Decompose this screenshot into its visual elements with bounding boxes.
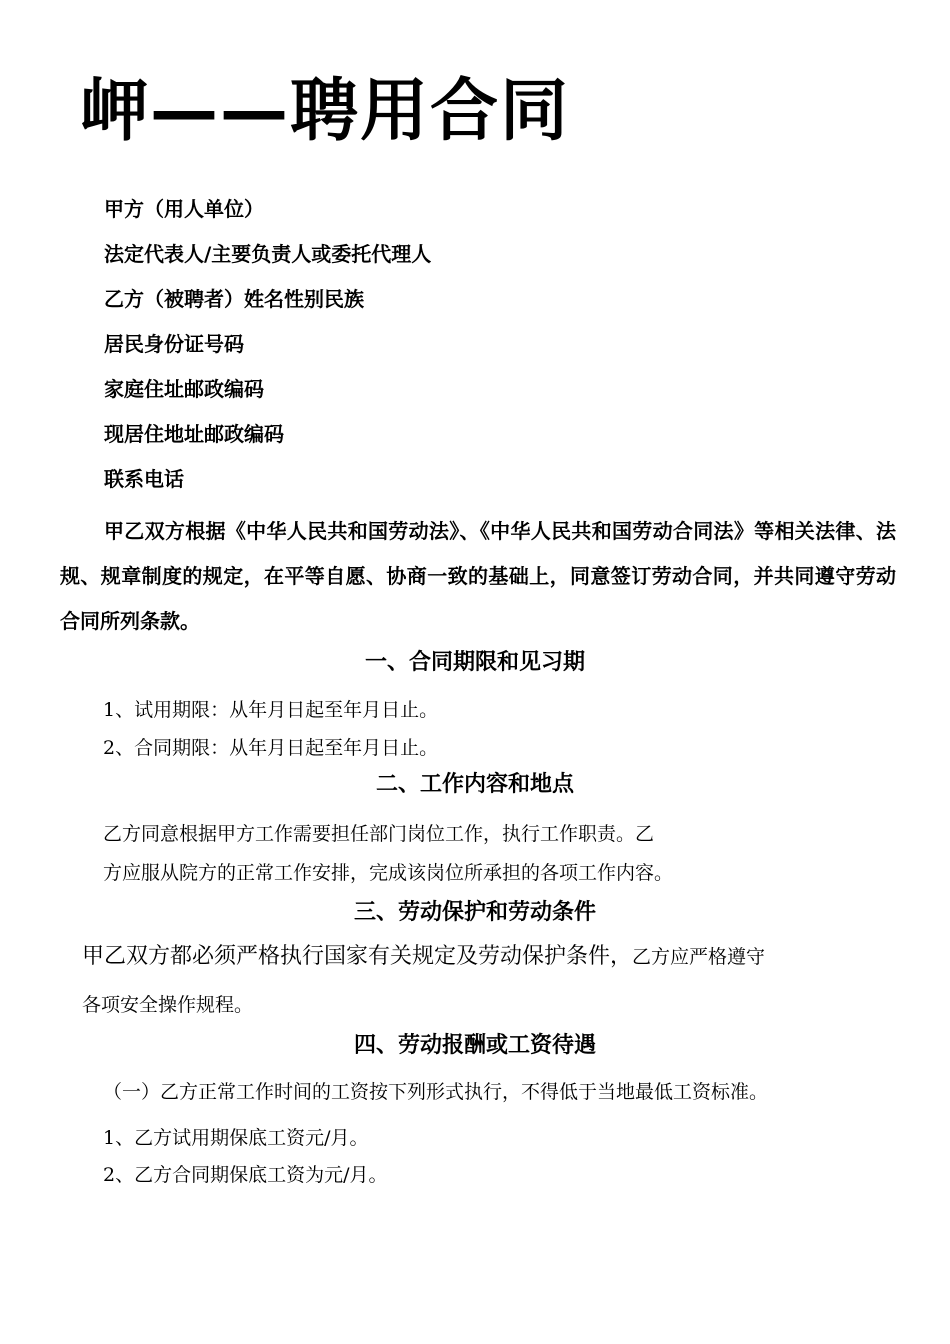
protection-line-2: 各项安全操作规程。 xyxy=(82,994,254,1016)
page-title: 岬——聘用合同 xyxy=(80,72,571,151)
field-legal-representative: 法定代表人/主要负责人或委托代理人 xyxy=(104,242,432,266)
pay-line-probation: 1、乙方试用期保底工资元/月。 xyxy=(103,1127,369,1149)
protection-line-1-main: 甲乙双方都必须严格执行国家有关规定及劳动保护条件， xyxy=(82,944,633,969)
intro-paragraph: 甲乙双方根据《中华人民共和国劳动法》、《中华人民共和国劳动合同法》等相关法律、法规、规章制度的规定，在平等自愿、协商一致的基础上，同意签订劳动合同，并共同遵守劳动合同所列条款。 xyxy=(60,519,896,633)
protection-line-1 xyxy=(82,946,765,968)
work-line-1: 乙方同意根据甲方工作需要担任部门岗位工作，执行工作职责。乙 xyxy=(103,823,655,845)
field-id-number: 居民身份证号码 xyxy=(104,332,244,356)
term-line-probation: 1、试用期限：从年月日起至年月日止。 xyxy=(103,699,439,721)
pay-line-general: （一）乙方正常工作时间的工资按下列形式执行，不得低于当地最低工资标准。 xyxy=(103,1081,769,1103)
term-line-contract: 2、合同期限：从年月日起至年月日止。 xyxy=(103,737,439,759)
work-line-2: 方应服从院方的正常工作安排，完成该岗位所承担的各项工作内容。 xyxy=(103,862,674,884)
section-heading-work: 二、工作内容和地点 xyxy=(375,771,574,797)
protection-line-1-tail: 乙方应严格遵守 xyxy=(632,946,766,968)
section-heading-pay: 四、劳动报酬或工资待遇 xyxy=(353,1032,596,1058)
field-current-address: 现居住地址邮政编码 xyxy=(104,422,284,446)
field-phone: 联系电话 xyxy=(104,467,184,491)
field-party-b: 乙方（被聘者）姓名性别民族 xyxy=(104,287,364,311)
pay-line-contract: 2、乙方合同期保底工资为元/月。 xyxy=(103,1164,388,1186)
section-heading-protection: 三、劳动保护和劳动条件 xyxy=(353,899,596,925)
section-heading-term: 一、合同期限和见习期 xyxy=(364,649,585,675)
field-home-address: 家庭住址邮政编码 xyxy=(104,377,264,401)
field-party-a: 甲方（用人单位） xyxy=(104,197,264,221)
